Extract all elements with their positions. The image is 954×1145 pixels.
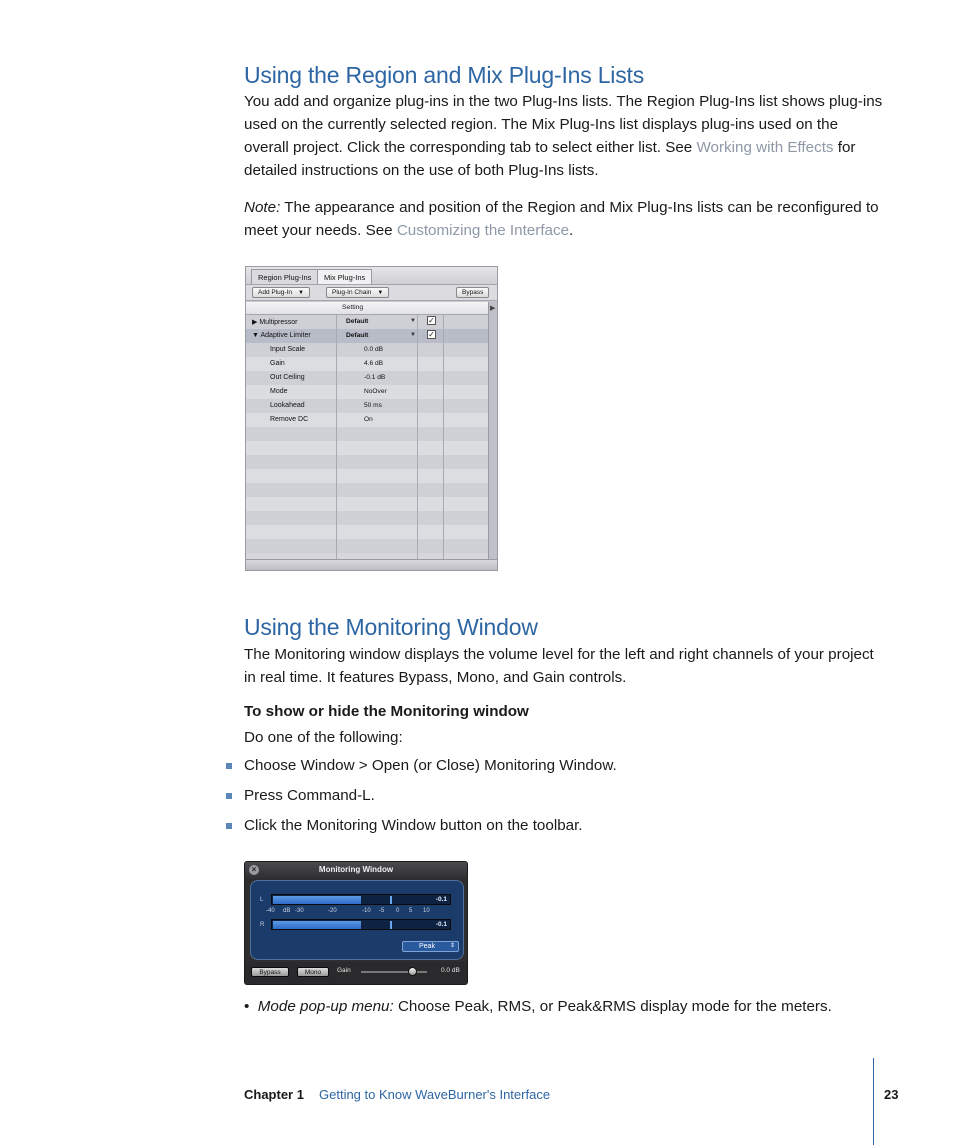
- right-peak-indicator: [390, 921, 392, 929]
- param-row[interactable]: [246, 413, 489, 427]
- tab-mix-plugins[interactable]: Mix Plug-Ins: [317, 269, 372, 284]
- gain-slider-track[interactable]: [361, 971, 427, 973]
- empty-row: [246, 455, 489, 469]
- plugin-setting[interactable]: Default: [346, 332, 369, 339]
- add-plugin-label: Add Plug-In: [258, 289, 292, 296]
- param-value[interactable]: NoOver: [364, 388, 387, 395]
- param-name: Mode: [270, 388, 288, 395]
- monitoring-controls: [245, 962, 467, 985]
- plugin-name: [252, 318, 297, 326]
- mode-popup-description: [244, 998, 832, 1015]
- param-value[interactable]: 4.6 dB: [364, 360, 384, 367]
- param-name: Gain: [270, 360, 285, 367]
- empty-row: [246, 427, 489, 441]
- footer-divider: [873, 1058, 874, 1145]
- gain-label: Gain: [337, 967, 351, 974]
- empty-row: [246, 511, 489, 525]
- bypass-button[interactable]: Bypass: [456, 287, 489, 298]
- column-divider: [417, 315, 418, 560]
- procedure-title: To show or hide the Monitoring window: [244, 703, 529, 720]
- page-number: 23: [884, 1087, 899, 1102]
- checkbox-multipressor[interactable]: ✓: [428, 316, 435, 325]
- plugin-row-multipressor[interactable]: [246, 315, 489, 329]
- scale-label: dB: [283, 908, 291, 914]
- param-row[interactable]: [246, 357, 489, 371]
- note-label: Note:: [244, 199, 281, 216]
- link-customizing-interface[interactable]: Customizing the Interface: [396, 222, 570, 239]
- section-heading-monitoring: Using the Monitoring Window: [244, 614, 538, 640]
- param-row[interactable]: [246, 371, 489, 385]
- meter-panel: [250, 880, 464, 960]
- plugins-list-screenshot: [245, 266, 498, 571]
- note-paragraph: [244, 196, 884, 242]
- note-text: The appearance and position of the Region and Mix Plug-Ins lists can be reconfigured to meet your needs. See: [244, 199, 879, 239]
- link-working-with-effects[interactable]: Working with Effects: [696, 139, 834, 156]
- scale-label: -10: [362, 908, 371, 914]
- bypass-button[interactable]: Bypass: [251, 967, 289, 977]
- section-heading-plugins: Using the Region and Mix Plug-Ins Lists: [244, 62, 645, 88]
- list-item-text: Choose Window > Open (or Close) Monitoring Window.: [244, 757, 617, 774]
- param-name: Out Ceiling: [270, 374, 305, 381]
- scale-label: -40: [266, 908, 275, 914]
- bullet-square-icon: [226, 793, 232, 799]
- vertical-scrollbar[interactable]: [488, 302, 497, 560]
- param-name: Lookahead: [270, 402, 305, 409]
- left-peak-indicator: [390, 896, 392, 904]
- add-plugin-popup[interactable]: [252, 287, 310, 298]
- gain-value: 0.0 dB: [441, 967, 460, 974]
- plugin-setting[interactable]: Default: [346, 318, 369, 325]
- plugin-name-text: Adaptive Limiter: [260, 332, 311, 339]
- plugin-chain-popup[interactable]: [326, 287, 389, 298]
- param-row[interactable]: [246, 399, 489, 413]
- footer-chapter-title[interactable]: Getting to Know WaveBurner's Interface: [319, 1087, 551, 1102]
- section-body-plugins: [244, 90, 884, 182]
- param-value[interactable]: -0.1 dB: [364, 374, 386, 381]
- scale-label: -30: [295, 908, 304, 914]
- plugins-tab-bar: [246, 267, 497, 285]
- mode-value: Peak: [419, 943, 435, 950]
- checkbox-adaptive-limiter[interactable]: ✓: [428, 330, 435, 339]
- scale-label: 0: [396, 908, 400, 914]
- triangle-down-icon[interactable]: ▼: [410, 318, 416, 324]
- triangle-down-icon: ▼: [377, 290, 384, 296]
- tab-region-plugins[interactable]: Region Plug-Ins: [251, 269, 318, 284]
- empty-row: [246, 497, 489, 511]
- right-meter-fill: [273, 921, 361, 929]
- disclosure-down-icon[interactable]: ▼: [252, 332, 259, 339]
- footer-chapter: Chapter 1: [244, 1087, 304, 1102]
- param-name: Input Scale: [270, 346, 306, 353]
- plugin-name-text: Multipressor: [259, 319, 298, 326]
- empty-row: [246, 525, 489, 539]
- sub-bullet-label: Mode pop-up menu:: [257, 998, 394, 1015]
- bullet-square-icon: [226, 823, 232, 829]
- updown-arrows-icon: ⇕: [449, 943, 455, 949]
- column-header-setting: Setting: [342, 304, 364, 311]
- left-meter-fill: [273, 896, 361, 904]
- plugins-table: [246, 302, 489, 560]
- list-item-text: Click the Monitoring Window button on the toolbar.: [244, 817, 583, 834]
- scale-label: -5: [379, 908, 385, 914]
- body-text: You add and organize plug-ins in the two Plug-Ins lists. The Region Plug-Ins list shows plug-ins used on the currently selected region. The Mix Plug-Ins list displays plug-ins used on the overall project. Click the corresponding tab to select either list. See: [244, 93, 883, 156]
- param-value[interactable]: 0.0 dB: [364, 346, 384, 353]
- monitoring-title-bar: [245, 862, 467, 878]
- monitoring-window-screenshot: [244, 861, 468, 985]
- scale-label: 10: [423, 908, 430, 914]
- plugin-row-adaptive-limiter[interactable]: [246, 329, 489, 343]
- sub-bullet-text: Choose Peak, RMS, or Peak&RMS display mode for the meters.: [393, 998, 832, 1015]
- empty-row: [246, 483, 489, 497]
- left-level-meter: [271, 894, 451, 905]
- column-divider: [443, 315, 444, 560]
- plugin-name: [252, 332, 311, 339]
- bullet-square-icon: [226, 763, 232, 769]
- section-body-monitoring: The Monitoring window displays the volume level for the left and right channels of your project in real time. It features Bypass, Mono, and Gain controls.: [244, 646, 874, 686]
- gain-slider-knob[interactable]: [408, 967, 417, 976]
- list-item-text: Press Command-L.: [244, 787, 375, 804]
- note-text: .: [569, 222, 574, 239]
- right-peak-value: -0.1: [435, 921, 447, 928]
- sub-bullet-dot: •: [244, 998, 250, 1015]
- param-row[interactable]: [246, 343, 489, 357]
- chevron-right-icon[interactable]: ▶: [490, 305, 496, 312]
- param-row[interactable]: [246, 385, 489, 399]
- triangle-down-icon[interactable]: ▼: [410, 332, 416, 338]
- scale-label: 5: [409, 908, 413, 914]
- mode-popup-menu[interactable]: [402, 941, 459, 952]
- scale-label: -20: [328, 908, 337, 914]
- body-text: for detailed instructions on the use of both Plug-Ins lists.: [244, 139, 856, 179]
- horizontal-scrollbar[interactable]: [246, 559, 497, 570]
- plugin-chain-label: Plug-In Chain: [332, 289, 372, 296]
- column-divider: [336, 315, 337, 560]
- disclosure-right-icon[interactable]: ▶: [252, 319, 258, 326]
- channel-label-right: R: [260, 922, 265, 928]
- empty-row: [246, 441, 489, 455]
- plugins-toolbar: [246, 285, 497, 301]
- window-title: Monitoring Window: [318, 865, 394, 874]
- left-peak-value: -0.1: [435, 896, 447, 903]
- empty-row: [246, 469, 489, 483]
- close-icon[interactable]: ×: [249, 865, 259, 875]
- param-name: Remove DC: [270, 416, 309, 423]
- table-header: [246, 302, 489, 315]
- mono-button[interactable]: Mono: [297, 967, 329, 977]
- triangle-down-icon: ▼: [297, 290, 304, 296]
- param-value[interactable]: 50 ms: [364, 402, 382, 409]
- procedure-intro: Do one of the following:: [244, 729, 403, 746]
- empty-row: [246, 539, 489, 553]
- channel-label-left: L: [260, 897, 264, 903]
- param-value[interactable]: On: [364, 416, 373, 423]
- right-level-meter: [271, 919, 451, 930]
